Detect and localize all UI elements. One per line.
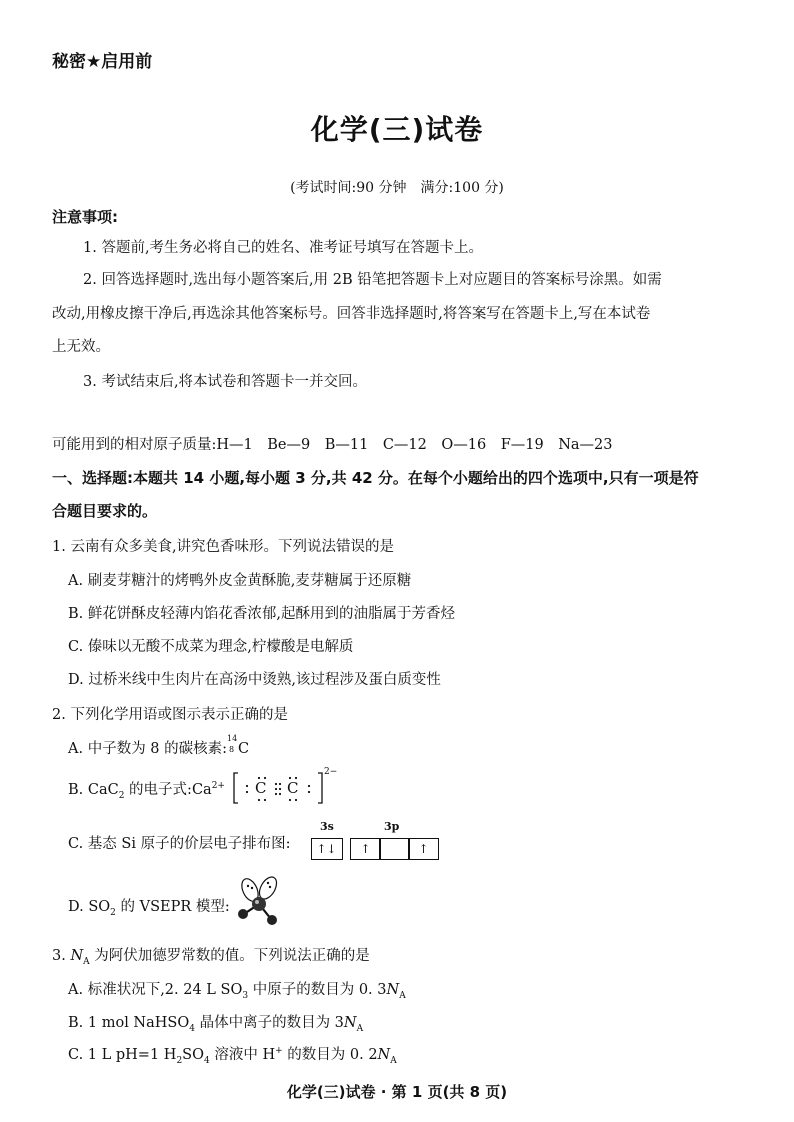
q3-b-text-2: 晶体中离子的数目为 3	[194, 1015, 344, 1031]
avogadro-subscript: A	[399, 991, 406, 1001]
notice-item-2-line-3: 上无效。	[52, 339, 110, 355]
q3-a-subscript: 3	[242, 991, 249, 1001]
confidential-label: 秘密★启用前	[52, 52, 153, 72]
question-2-option-d	[68, 895, 230, 916]
question-3-number: 3.	[52, 948, 71, 964]
q3-c-text: C. 1 L pH=1 H	[68, 1047, 177, 1063]
option-d-subscript: 2	[110, 908, 116, 918]
question-1-option-a: A. 刷麦芽糖汁的烤鸭外皮金黄酥脆,麦芽糖属于还原糖	[68, 573, 412, 589]
notice-item-2-line-2: 改动,用橡皮擦干净后,再选涂其他答案标号。回答非选择题时,将答案写在答题卡上,写在本试卷	[52, 306, 651, 322]
option-d-suffix: 的 VSEPR 模型:	[115, 899, 230, 915]
question-3-option-a	[68, 978, 406, 999]
q3-a-text: A. 标准状况下,2. 24 L SO	[68, 982, 243, 998]
avogadro-symbol: N	[377, 1047, 391, 1063]
carbide-electron-formula	[232, 767, 344, 806]
anion-charge: 2−	[324, 767, 338, 777]
mass-number: 14	[227, 734, 238, 743]
question-1-option-c: C. 傣味以无酸不成菜为理念,柠檬酸是电解质	[68, 639, 354, 655]
option-d-prefix: D. SO	[68, 899, 111, 915]
exam-time-info: (考试时间:90 分钟 满分:100 分)	[290, 180, 504, 196]
notice-heading: 注意事项:	[52, 208, 118, 226]
orbital-3p-1: ↑	[360, 842, 371, 856]
q3-b-text: B. 1 mol NaHSO	[68, 1015, 190, 1031]
question-2-option-b	[68, 778, 225, 799]
calcium-charge: 2+	[211, 781, 225, 791]
notice-item-3: 3. 考试结束后,将本试卷和答题卡一并交回。	[83, 374, 368, 390]
avogadro-symbol: N	[386, 982, 400, 998]
question-2-option-a	[68, 734, 250, 758]
orbital-box-3s	[311, 838, 343, 860]
orbital-3p-2	[380, 839, 409, 859]
question-1-stem: 1. 云南有众多美食,讲究色香味形。下列说法错误的是	[52, 539, 395, 555]
orbital-3s-electrons: ↑↓	[316, 842, 337, 856]
notice-item-1: 1. 答题前,考生务必将自己的姓名、准考证号填写在答题卡上。	[83, 240, 484, 256]
atomic-masses: 可能用到的相对原子质量:H—1 Be—9 B—11 C—12 O—16 F—19 Na—23	[52, 437, 613, 453]
avogadro-subscript: A	[356, 1024, 364, 1034]
option-b-prefix: B. CaC	[68, 782, 119, 798]
avogadro-symbol: N	[70, 948, 84, 964]
notice-item-2-line-1: 2. 回答选择题时,选出每小题答案后,用 2B 铅笔把答题卡上对应题目的答案标号涂黑。如需	[83, 272, 662, 288]
question-3-stem-text: 为阿伏加德罗常数的值。下列说法正确的是	[89, 948, 370, 964]
orbital-label-3s: 3s	[320, 820, 334, 833]
q3-c-subscript-2: 4	[204, 1056, 210, 1066]
section-1-heading-line-1: 一、选择题:本题共 14 小题,每小题 3 分,共 42 分。在每个小题给出的四个选项中,只有一项是符	[52, 469, 699, 487]
so2-vsepr-model	[234, 872, 284, 932]
carbon-atom-right: C	[287, 779, 299, 797]
question-2-option-c: C. 基态 Si 原子的价层电子排布图:	[68, 836, 291, 852]
section-1-heading-line-2: 合题目要求的。	[52, 502, 158, 520]
q3-a-text-2: 中原子的数目为 0. 3	[248, 982, 387, 998]
q3-c-superscript: +	[275, 1046, 283, 1056]
option-a-text: A. 中子数为 8 的碳核素:	[68, 741, 228, 757]
page-footer: 化学(三)试卷 · 第 1 页(共 8 页)	[286, 1083, 508, 1101]
q3-b-subscript: 4	[189, 1024, 195, 1034]
avogadro-symbol: N	[343, 1015, 357, 1031]
option-b-mid: 的电子式:Ca	[124, 782, 212, 798]
question-3-option-c	[68, 1043, 397, 1064]
question-1-option-b: B. 鲜花饼酥皮轻薄内馅花香浓郁,起酥用到的油脂属于芳香烃	[68, 606, 455, 622]
carbon-atom-left: C	[255, 779, 267, 797]
nuclide-notation	[227, 734, 238, 754]
question-1-option-d: D. 过桥米线中生肉片在高汤中烫熟,该过程涉及蛋白质变性	[68, 672, 441, 688]
q3-c-text-3: 溶液中 H	[209, 1047, 276, 1063]
avogadro-subscript: A	[390, 1056, 397, 1066]
orbital-label-3p: 3p	[384, 820, 400, 833]
question-2-stem: 2. 下列化学用语或图示表示正确的是	[52, 707, 288, 723]
q3-c-subscript-1: 2	[176, 1056, 183, 1066]
carbon-symbol: C	[238, 741, 250, 757]
option-b-subscript: 2	[118, 791, 125, 801]
q3-c-text-2: SO	[182, 1047, 204, 1063]
atomic-number: 8	[229, 745, 235, 754]
question-3-stem	[52, 944, 370, 965]
orbital-3p-3: ↑	[418, 842, 429, 856]
question-3-option-b	[68, 1011, 363, 1032]
avogadro-subscript: A	[83, 957, 90, 967]
so2-vsepr-model-graphic	[234, 872, 284, 928]
q3-c-text-4: 的数目为 0. 2	[282, 1047, 378, 1063]
page-title: 化学(三)试卷	[310, 113, 484, 146]
orbital-box-3p	[350, 838, 439, 860]
